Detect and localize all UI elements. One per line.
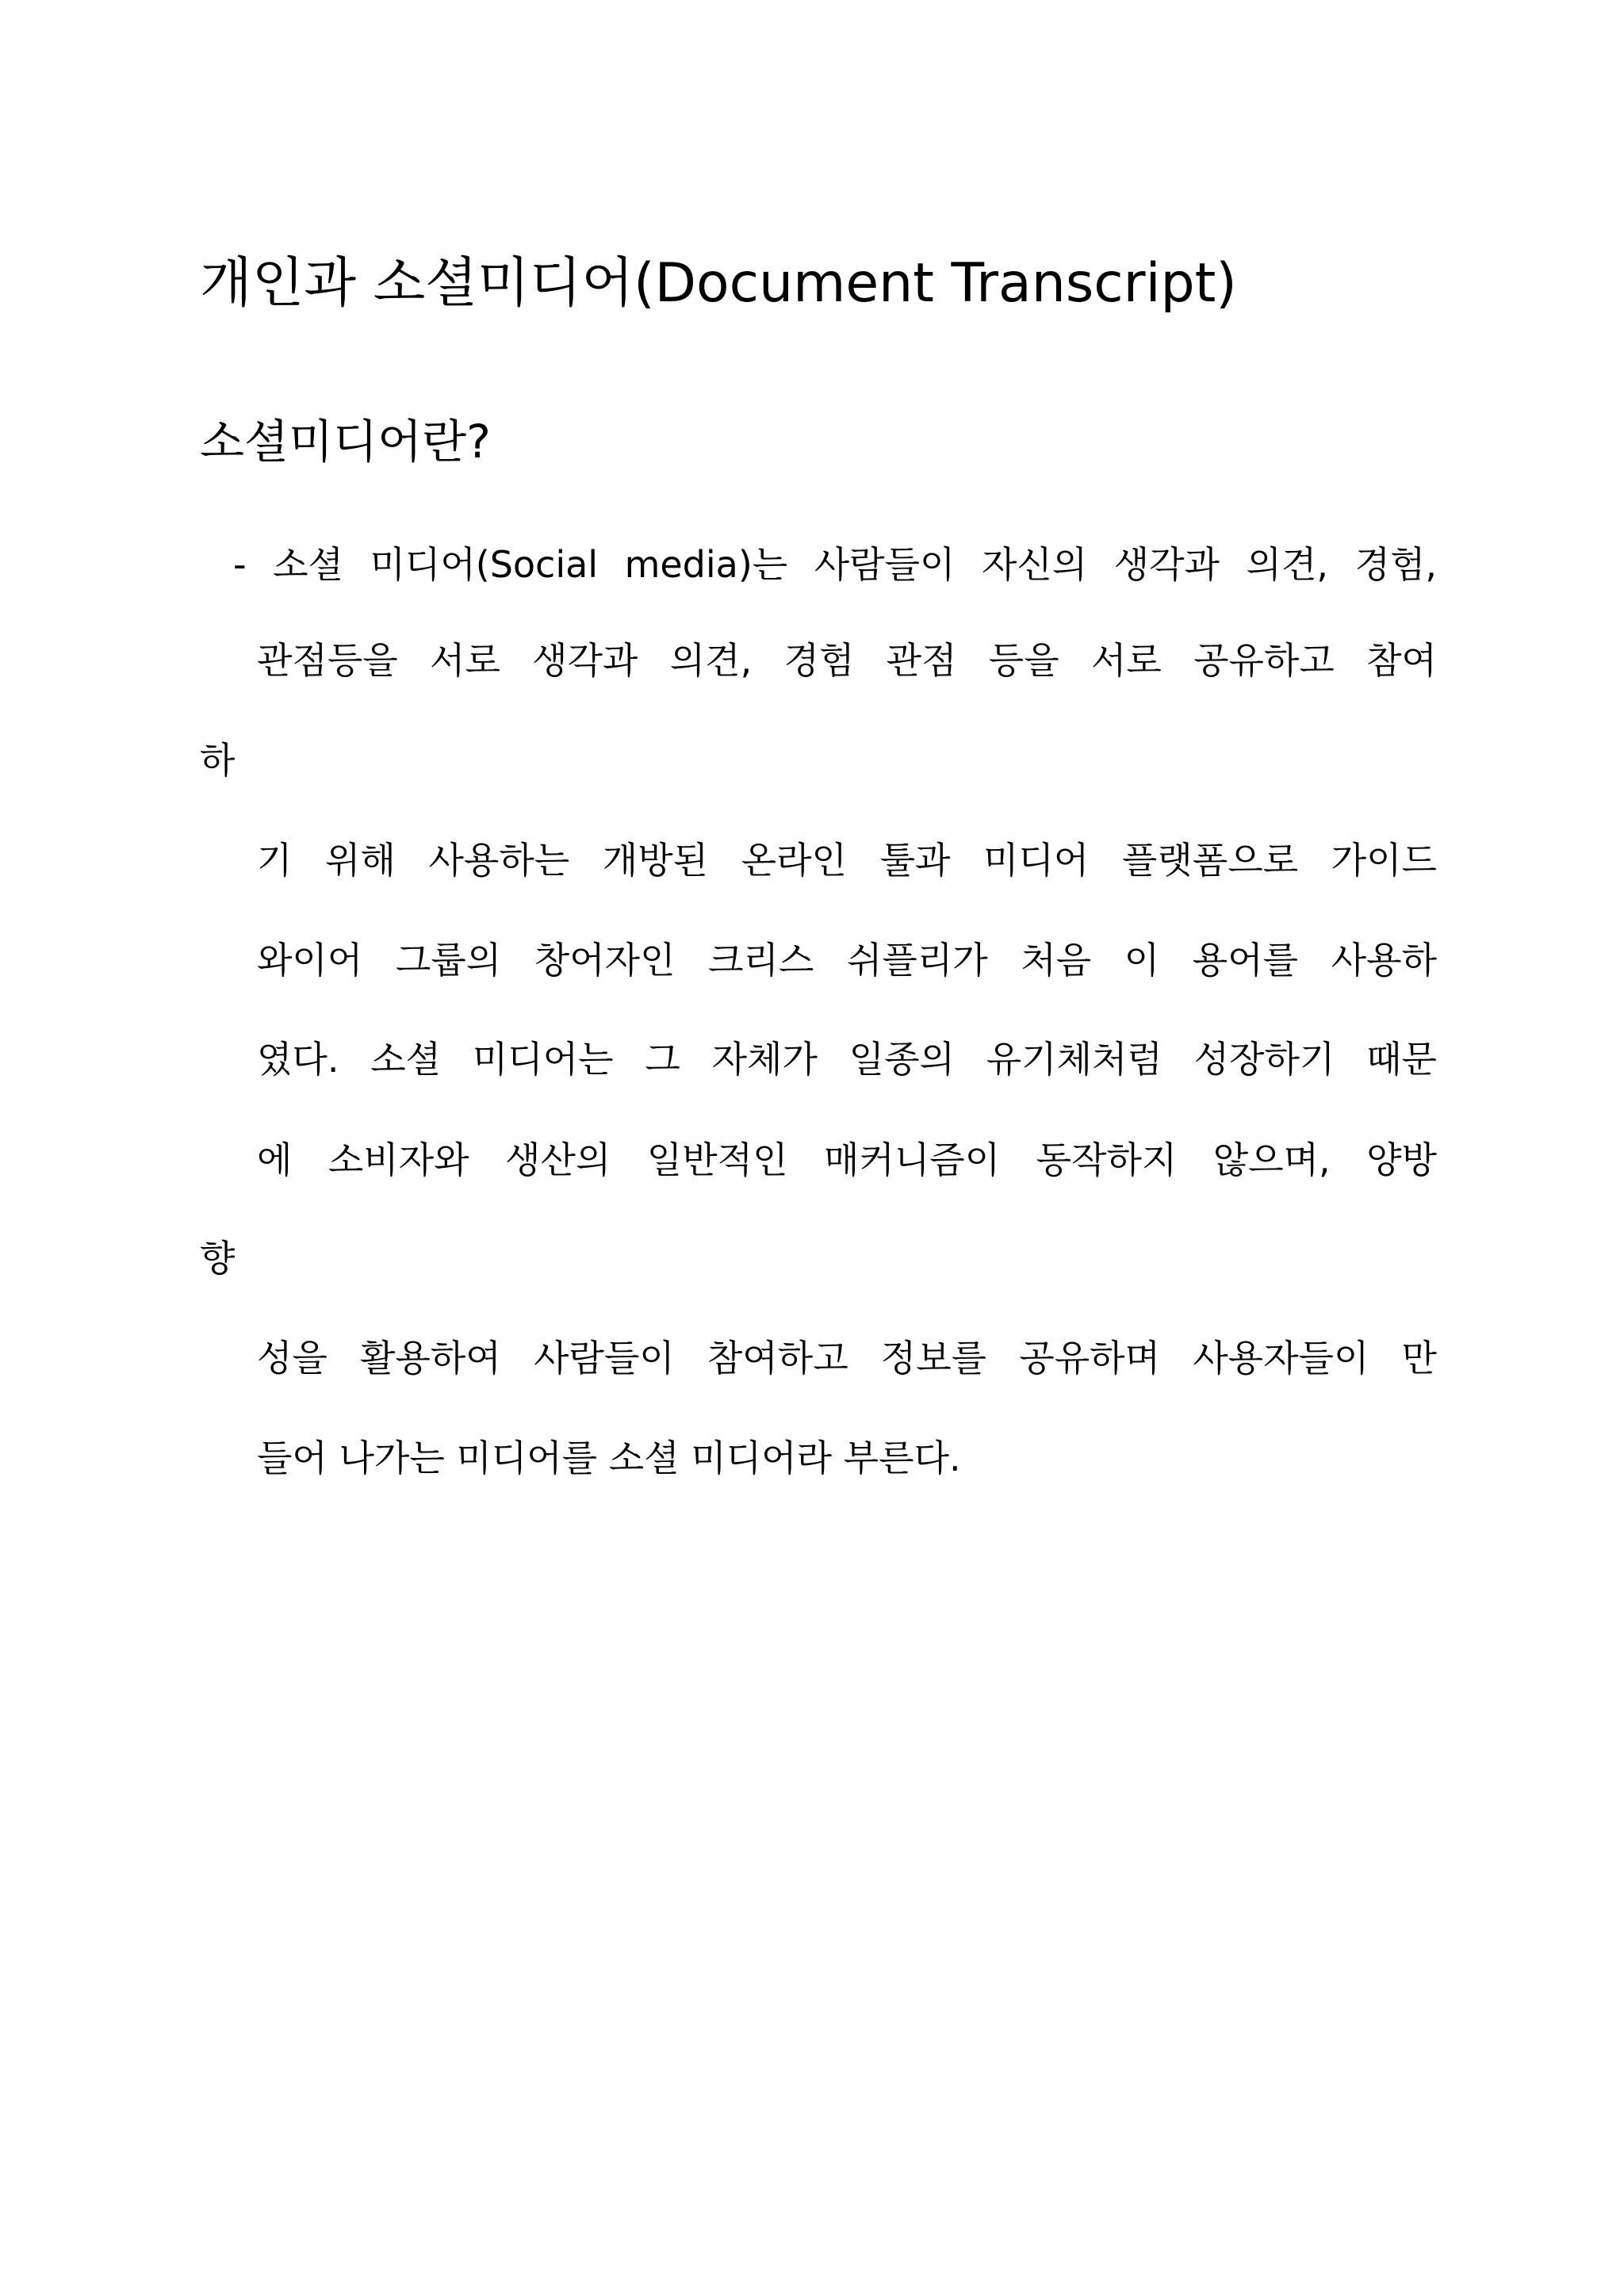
paragraph-line: 와이어 그룹의 창어자인 크리스 쉬플리가 처음 이 용어를 사용하 [257,939,1437,982]
paragraph-line: 성을 활용하여 사람들이 참여하고 정보를 공유하며 사용자들이 만 [257,1337,1437,1380]
paragraph-line: - 소셜 미디어(Social media)는 사람들이 자신의 생각과 의견, 경험, [233,543,1437,586]
paragraph-line: 였다. 소셜 미디어는 그 자체가 일종의 유기체처럼 성장하기 때문 [257,1038,1437,1081]
document-title: 개인과 소셜미디어(Document Transcript) [200,252,1237,315]
paragraph-line: 에 소비자와 생산의 일반적인 매커니즘이 동작하지 않으며, 양방 [257,1138,1437,1181]
paragraph-line: 하 [200,739,236,782]
paragraph-line: 관점등을 서로 생각과 의견, 경험 관점 등을 서로 공유하고 참여 [257,639,1437,682]
paragraph-line: 들어 나가는 미디어를 소셜 미디어라 부른다. [257,1437,961,1479]
section-heading: 소셜미디어란? [200,415,491,469]
paragraph-line: 향 [200,1237,236,1280]
paragraph-line: 기 위해 사용하는 개방된 온라인 툴과 미디어 플랫폼으로 가이드 [257,839,1437,882]
